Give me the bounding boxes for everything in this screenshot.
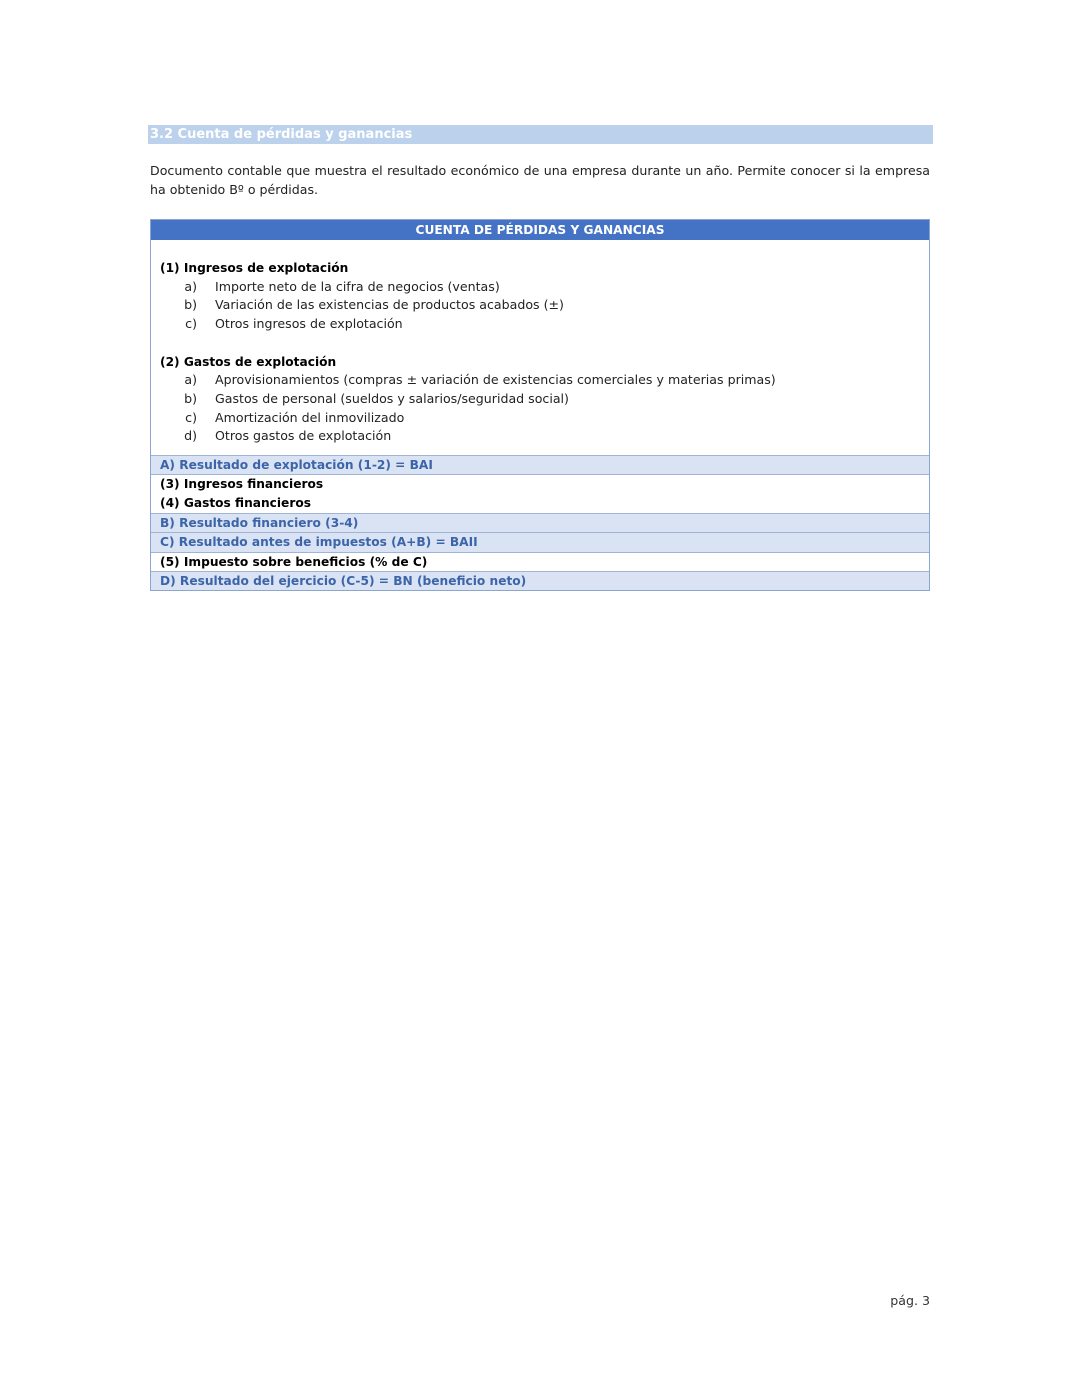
- item-letter: b): [184, 297, 197, 313]
- item-letter: c): [185, 409, 197, 425]
- item-letter: b): [184, 390, 197, 406]
- item-text: Importe neto de la cifra de negocios (ventas): [215, 278, 500, 294]
- row-financial-result: B) Resultado financiero (3-4): [151, 513, 929, 532]
- row-net-result: D) Resultado del ejercicio (C-5) = BN (beneficio neto): [151, 571, 929, 590]
- row-operating-result: A) Resultado de explotación (1-2) = BAI: [151, 455, 929, 474]
- list-item: [160, 371, 929, 390]
- list-item: [160, 296, 929, 315]
- item-text: Otros gastos de explotación: [215, 428, 392, 444]
- list-item: [160, 427, 929, 446]
- page-number: pág. 3: [890, 1293, 930, 1308]
- section-heading: 3.2 Cuenta de pérdidas y ganancias: [148, 125, 933, 144]
- item-text: Gastos de personal (sueldos y salarios/seguridad social): [215, 390, 569, 406]
- item-text: Amortización del inmovilizado: [215, 409, 405, 425]
- list-item: [160, 409, 929, 428]
- table-body: [151, 240, 929, 455]
- list-item: [160, 390, 929, 409]
- intro-paragraph: Documento contable que muestra el resultado económico de una empresa durante un año. Permite conocer si la empresa ha obtenido Bº o pérdidas.: [150, 163, 930, 197]
- item-text: Aprovisionamientos (compras ± variación de existencias comerciales y materias primas): [215, 372, 776, 388]
- row-pretax-result: C) Resultado antes de impuestos (A+B) = BAII: [151, 532, 929, 551]
- group-title-operating-income: (1) Ingresos de explotación: [160, 261, 349, 275]
- item-letter: a): [184, 278, 197, 294]
- profit-loss-table: [150, 219, 930, 591]
- item-text: Variación de las existencias de productos acabados (±): [215, 297, 564, 313]
- table-header: CUENTA DE PÉRDIDAS Y GANANCIAS: [151, 220, 929, 240]
- row-financial-income: (3) Ingresos financieros: [151, 474, 929, 493]
- item-letter: c): [185, 316, 197, 332]
- row-financial-expenses: (4) Gastos financieros: [151, 494, 929, 513]
- row-income-tax: (5) Impuesto sobre beneficios (% de C): [151, 552, 929, 571]
- item-text: Otros ingresos de explotación: [215, 316, 403, 332]
- list-item: [160, 315, 929, 334]
- item-letter: d): [184, 428, 197, 444]
- group-title-operating-expenses: (2) Gastos de explotación: [160, 354, 337, 369]
- list-item: [160, 278, 929, 297]
- item-letter: a): [184, 372, 197, 388]
- spacer: [160, 334, 929, 353]
